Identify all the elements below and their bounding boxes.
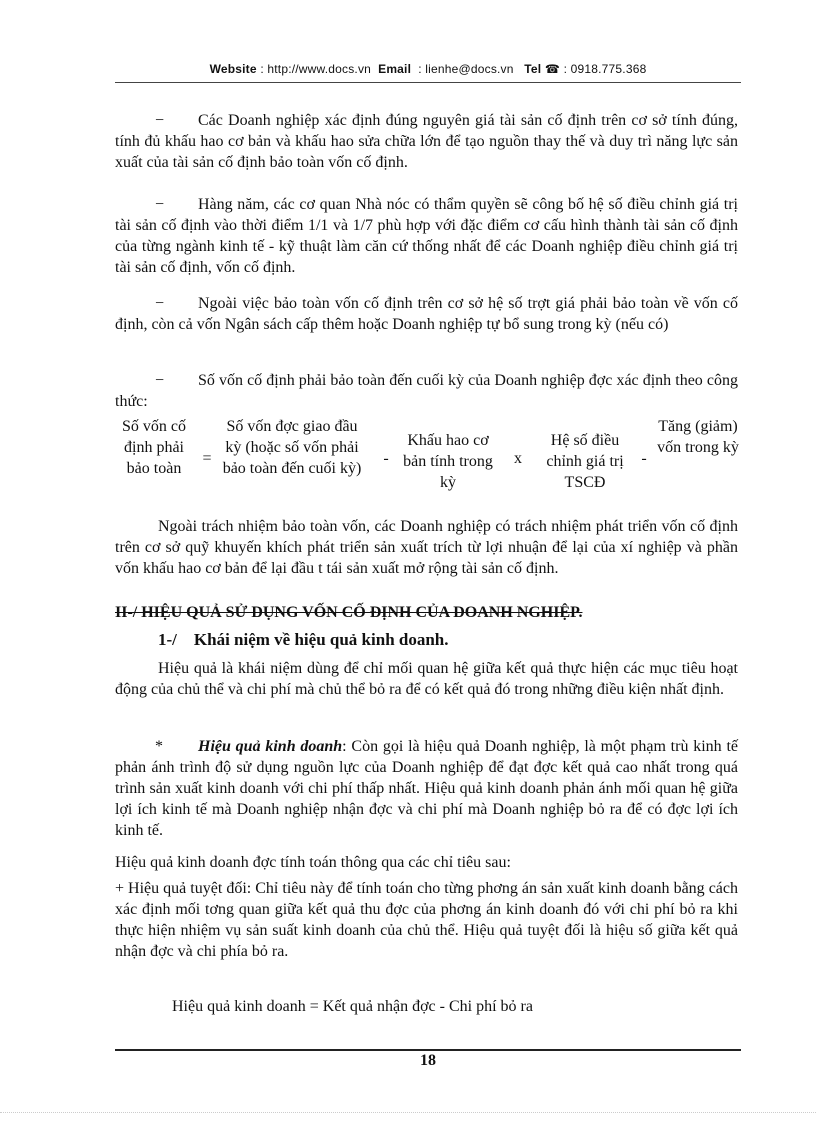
tel-label: Tel — [524, 62, 542, 76]
paragraph-5: Ngoài trách nhiệm bảo toàn vốn, các Doanh nghiệp có trách nhiệm phát triển vốn cố định trên cơ sở quỹ khuyến khích phát triển sản xuất trích từ lợi nhuận để lại của xí nghiệp và phần vốn khấu hao cơ bản để lại đầu t tái sản xuất mở rộng tài sản cố định. — [115, 518, 738, 577]
formula-minus-2: - — [641, 450, 647, 467]
subsection-heading — [158, 630, 449, 650]
efficiency-formula: Hiệu quả kinh doanh = Kết quả nhận đợc - Chi phí bỏ ra — [172, 998, 533, 1015]
formula-term-depreciation: Khấu hao cơ bản tính trong kỳ — [403, 432, 493, 491]
email-label: Email — [378, 62, 412, 76]
page-edge — [0, 1112, 816, 1113]
paragraph-8: Hiệu quả kinh doanh đợc tính toán thông qua các chỉ tiêu sau: — [115, 854, 511, 871]
paragraph-4: − Số vốn cố định phải bảo toàn đến cuối kỳ của Doanh nghiệp đợc xác định theo công thức: — [115, 372, 738, 410]
paragraph-7: * Hiệu quả kinh doanh: Còn gọi là hiệu quả Doanh nghiệp, là một phạm trù kinh tế phản ánh trình độ sử dụng nguồn lực của Doanh nghiệp để đạt đợc kết quả cao nhất trong quá trình sản xuất kinh doanh với chi phí thấp nhất. Hiệu quả kinh doanh phản ánh mối quan hệ giữa lợi ích kinh tế mà Doanh nghiệp nhận đợc và chi phí mà Doanh nghiệp bỏ ra để có đợc lợi ích kinh tế. — [115, 738, 739, 839]
subsection-title: Khái niệm về hiệu quả kinh doanh. — [193, 630, 449, 649]
dash-bullet: − — [155, 112, 165, 129]
footer-rule — [115, 1049, 741, 1051]
page-number: 18 — [420, 1052, 436, 1069]
website-label: Website — [209, 62, 257, 76]
paragraph-6: Hiệu quả là khái niệm dùng để chỉ mối quan hệ giữa kết quả thực hiện các mục tiêu hoạt động của chủ thể và chi phí mà chủ thể bỏ ra để có kết quả đó trong những điều kiện nhất định. — [115, 660, 738, 698]
website-value: : http://www.docs.vn — [260, 62, 372, 76]
formula-term-fixed-capital: Số vốn cố định phải bảo toàn — [122, 418, 186, 477]
header-rule — [115, 82, 741, 83]
formula-equals: = — [202, 450, 212, 467]
paragraph-2: − Hàng năm, các cơ quan Nhà nóc có thẩm quyền sẽ công bố hệ số điều chỉnh giá trị tài sản cố định vào thời điểm 1/1 và 1/7 phù hợp với đặc điểm cơ cấu hình thành tài sản cố định của từng ngành kinh tế - kỹ thuật làm căn cứ thống nhất để các Doanh nghiệp điều chỉnh giá trị tài sản cố định, vốn cố định. — [115, 196, 738, 276]
dash-bullet: − — [155, 196, 165, 213]
phone-icon: ☎ — [544, 62, 561, 76]
email-value: : lienhe@docs.vn — [418, 62, 514, 76]
paragraph-3: − Ngoài việc bảo toàn vốn cố định trên cơ sở hệ số trợt giá phải bảo toàn về vốn cố định, còn cả vốn Ngân sách cấp thêm hoặc Doanh nghiệp tự bổ sung trong kỳ (nếu có) — [115, 295, 738, 333]
star-bullet: * — [155, 738, 163, 755]
paragraph-1: − Các Doanh nghiệp xác định đúng nguyên giá tài sản cố định trên cơ sở tính đúng, tính đủ khấu hao cơ bản và khấu hao sửa chữa lớn để tạo nguồn thay thế và duy trì năng lực sản xuất của tài sản cố định bảo toàn vốn cố định. — [115, 112, 738, 171]
page-header — [115, 62, 741, 76]
tel-value: : 0918.775.368 — [563, 62, 647, 76]
term-business-efficiency: Hiệu quả kinh doanh — [198, 738, 343, 755]
preservation-formula — [115, 416, 741, 506]
formula-term-change-in-capital: Tăng (giảm) vốn trong kỳ — [657, 418, 739, 456]
formula-minus-1: - — [383, 450, 389, 467]
formula-term-adjustment-coefficient: Hệ số điều chỉnh giá trị TSCĐ — [546, 432, 624, 491]
formula-term-assigned-capital: Số vốn đợc giao đầu kỳ (hoặc số vốn phải bảo toàn đến cuối kỳ) — [222, 418, 362, 477]
section-heading: II-/ HIỆU QUẢ SỬ DỤNG VỐN CỐ ĐỊNH CỦA DOANH NGHIỆP. — [115, 604, 583, 621]
paragraph-9: + Hiệu quả tuyệt đối: Chỉ tiêu này để tính toán cho từng phơng án sản xuất kinh doanh bằng cách xác định mối tơng quan giữa kết quả thu đợc của phơng án kinh doanh đó với chi phí bỏ ra khi thực hiện nhiệm vụ sản suất kinh doanh của chủ thể. Hiệu quả tuyệt đối là hiệu số giữa kết quả nhận đợc và chi phía bỏ ra. — [115, 880, 738, 960]
formula-times: x — [514, 450, 522, 467]
subsection-number: 1-/ — [158, 630, 177, 649]
dash-bullet: − — [155, 372, 165, 389]
dash-bullet: − — [155, 295, 165, 312]
